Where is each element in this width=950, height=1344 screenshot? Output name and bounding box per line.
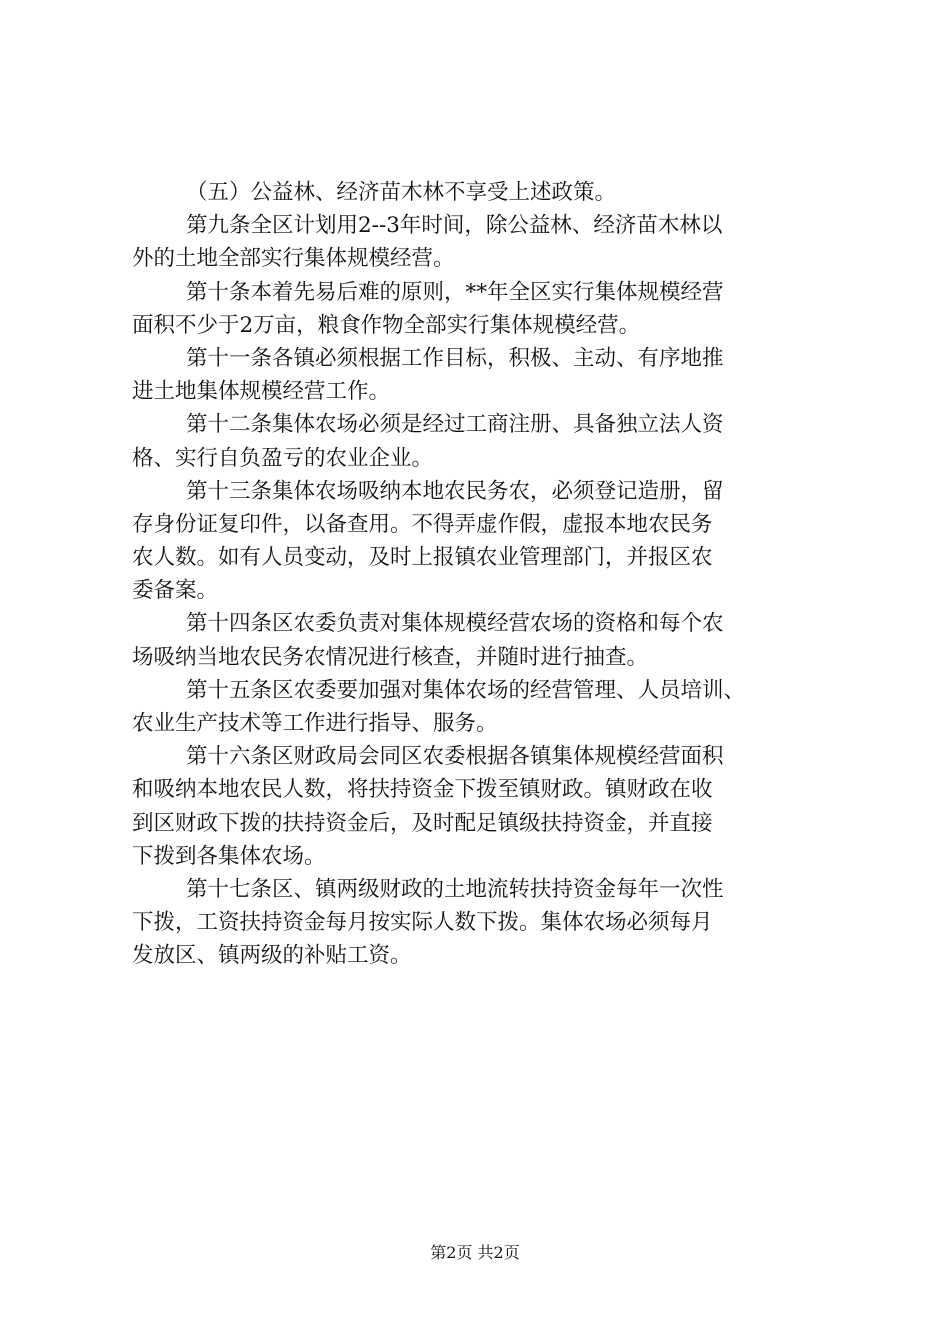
article-9-line-1: 第九条全区计划用2--3年时间，除公益林、经济苗木林以 bbox=[186, 213, 723, 239]
article-9-line-2: 外的土地全部实行集体规模经营。 bbox=[132, 246, 455, 272]
document-body bbox=[132, 176, 832, 973]
paragraph-5-line-1: （五）公益林、经济苗木林不享受上述政策。 bbox=[186, 180, 617, 205]
article-13-line-1: 第十三条集体农场吸纳本地农民务农，必须登记造册，留 bbox=[186, 478, 724, 504]
article-10-line-2: 面积不少于2万亩，粮食作物全部实行集体规模经营。 bbox=[132, 312, 641, 338]
article-13-line-2: 存身份证复印件，以备查用。不得弄虚作假，虚报本地农民务 bbox=[132, 511, 713, 537]
article-16-line-4: 下拨到各集体农场。 bbox=[132, 843, 326, 869]
article-14-line-1: 第十四条区农委负责对集体规模经营农场的资格和每个农 bbox=[186, 611, 724, 637]
article-11-line-2: 进土地集体规模经营工作。 bbox=[132, 379, 391, 405]
article-16-line-1: 第十六条区财政局会同区农委根据各镇集体规模经营面积 bbox=[186, 744, 724, 770]
article-13-line-3: 农人数。如有人员变动，及时上报镇农业管理部门，并报区农 bbox=[132, 545, 713, 571]
article-17-line-2: 下拨，工资扶持资金每月按实际人数下拨。集体农场必须每月 bbox=[132, 910, 713, 936]
article-17-line-1: 第十七条区、镇两级财政的土地流转扶持资金每年一次性 bbox=[186, 876, 724, 902]
article-12-line-2: 格、实行自负盈亏的农业企业。 bbox=[132, 445, 434, 471]
article-15-line-2: 农业生产技术等工作进行指导、服务。 bbox=[132, 711, 498, 736]
page-number-label: 第2页 共2页 bbox=[430, 1243, 520, 1262]
article-14-line-2: 场吸纳当地农民务农情况进行核查，并随时进行抽查。 bbox=[132, 644, 649, 670]
page-footer bbox=[0, 1242, 950, 1264]
article-16-line-2: 和吸纳本地农民人数，将扶持资金下拨至镇财政。镇财政在收 bbox=[132, 777, 713, 803]
article-13-line-4: 委备案。 bbox=[132, 578, 219, 604]
article-10-line-1: 第十条本着先易后难的原则，**年全区实行集体规模经营 bbox=[186, 279, 724, 305]
article-15-line-1: 第十五条区农委要加强对集体农场的经营管理、人员培训、 bbox=[186, 677, 746, 703]
article-12-line-1: 第十二条集体农场必须是经过工商注册、具备独立法人资 bbox=[186, 412, 724, 438]
article-16-line-3: 到区财政下拨的扶持资金后，及时配足镇级扶持资金，并直接 bbox=[132, 810, 713, 836]
article-17-line-3: 发放区、镇两级的补贴工资。 bbox=[132, 943, 412, 969]
article-11-line-1: 第十一条各镇必须根据工作目标，积极、主动、有序地推 bbox=[186, 345, 724, 371]
